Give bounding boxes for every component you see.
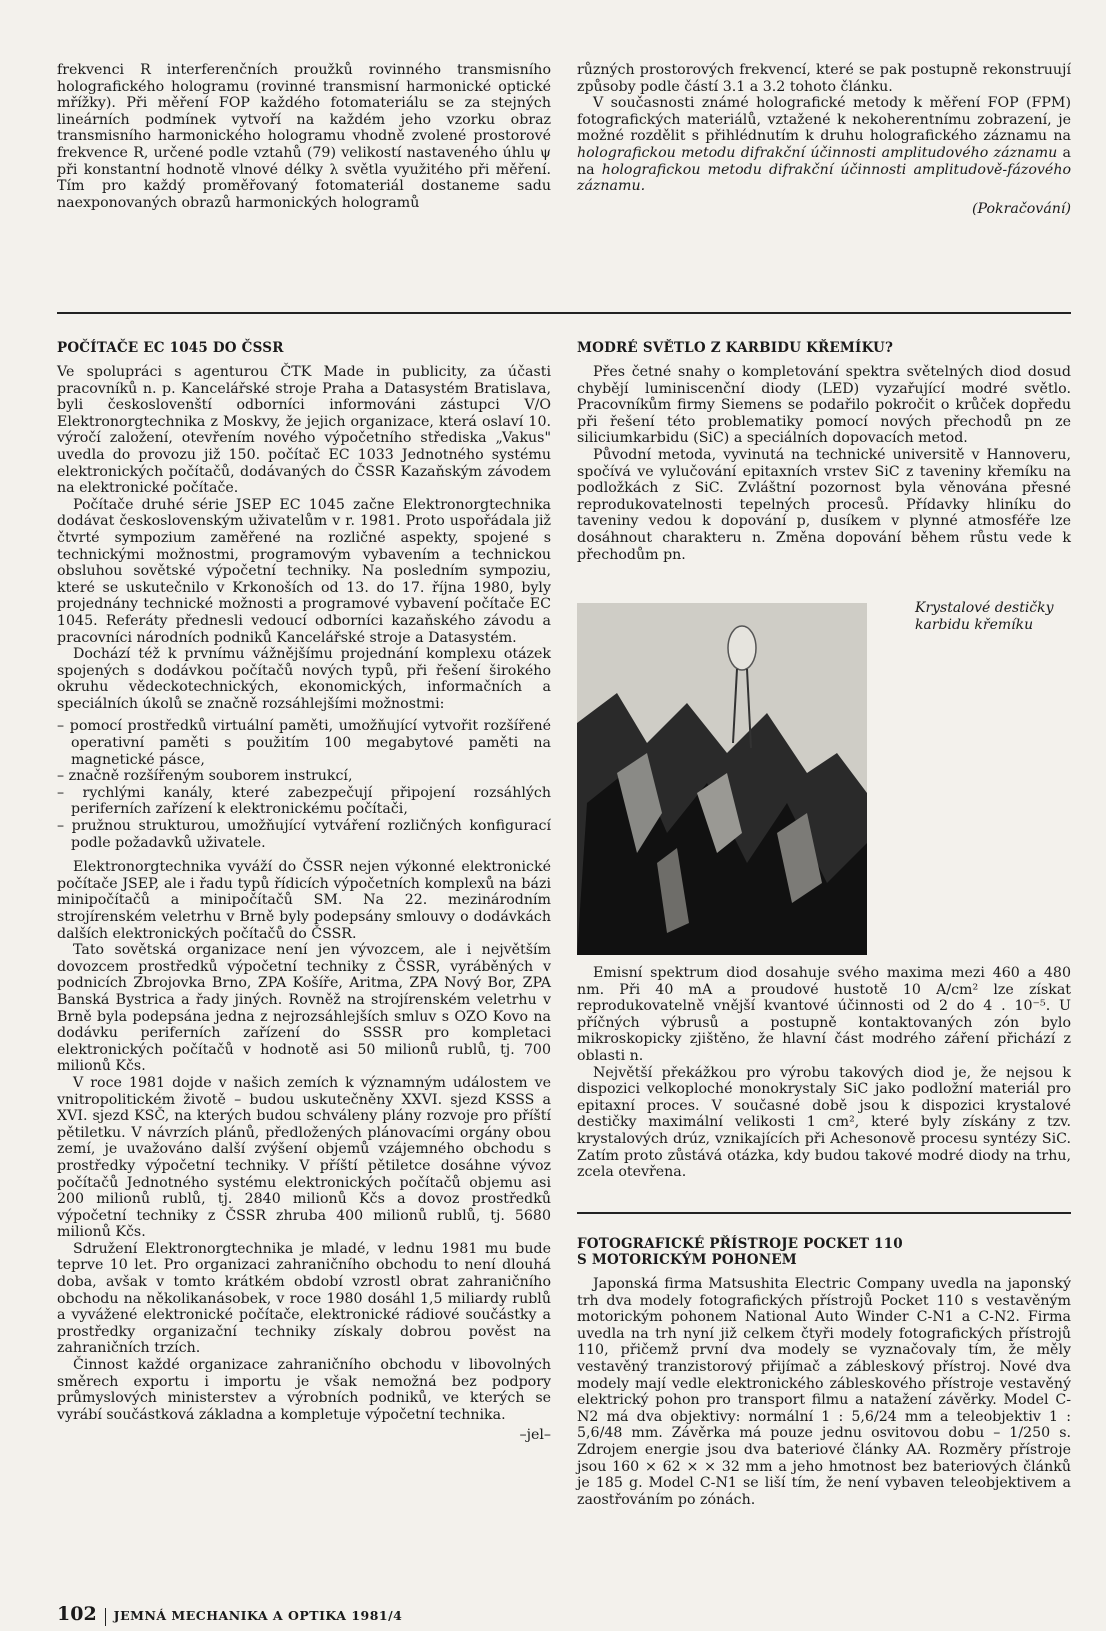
footer-divider — [105, 1608, 106, 1626]
top-right-column — [577, 62, 1071, 217]
top-right-paragraph-2: V současnosti známé holografické metody k měření FOP (FPM) fotografických materiálů, vztažené k nekoherentnímu zobrazení, je možné rozdělit s přihlédnutím k druhu holografického záznamu na holografickou metodu difrakční účinnosti amplitudového záznamu a na holografickou metodu difrakční účinnosti amplitudově-fázového záznamu. — [577, 95, 1071, 195]
author-signature: –jel– — [519, 1427, 551, 1444]
paragraph: Dochází též k prvnímu vážnějšímu projednání komplexu otázek spojených s dodávkou počítačů nových typů, při řešení širokého okruhu vědeckotechnických, ekonomických, informačních a speciálních úkolů se značně rozsáhlejšími možnostmi: — [57, 646, 551, 712]
crystal-image — [577, 603, 867, 955]
list-item: – značně rozšířeným souborem instrukcí, — [57, 768, 551, 785]
paragraph: Činnost každé organizace zahraničního obchodu v libovolných směrech exportu i importu je však nemožná bez podpory průmyslových ministerstev a výrobních podniků, ve kterých se vyrábí součástková základna a kompletuje výpočetní technika. — [57, 1357, 551, 1423]
article-blue-light-cont — [577, 965, 1071, 1181]
article-title: POČÍTAČE EC 1045 DO ČSSR — [57, 340, 284, 356]
paragraph: Přes četné snahy o kompletování spektra světelných diod dosud chybějí luminiscenční diody (LED) vyzařující modré světlo. Pracovníkům firmy Siemens se podařilo pokročit o krůček dopředu při řešení této problematiky pomocí nových přechodů pn ze siliciumkarbidu (SiC) a speciálních dopovacích metod. — [577, 364, 1071, 447]
top-right-paragraph-1: různých prostorových frekvencí, které se pak postupně rekonstruují způsoby podle částí 3.1 a 3.2 tohoto článku. — [577, 62, 1071, 95]
list-item: – rychlými kanály, které zabezpečují připojení rozsáhlých periferních zařízení k elektronickému počítači, — [57, 785, 551, 818]
journal-title: JEMNÁ MECHANIKA A OPTIKA 1981/4 — [113, 1608, 403, 1623]
paragraph: Počítače druhé série JSEP EC 1045 začne Elektronorgtechnika dodávat československým uživatelům v r. 1981. Proto uspořádala již čtvrté sympozium zaměřené na rozličné aspekty, spojené s technickými možnostmi, programovým vybavením a technickou obsluhou sovětské výpočetní techniky. Na posledním sympoziu, které se uskutečnilo v Krkonoších od 13. do 17. října 1980, byly projednány technické možnosti a programové vybavení počítače EC 1045. Referáty přednesli vedoucí odborníci kazaňského závodu a pracovníci národních podniků Kancelářské stroje a Datasystém. — [57, 496, 551, 646]
top-left-column — [57, 62, 551, 211]
paragraph: Japonská firma Matsushita Electric Company uvedla na japonský trh dva modely fotografických přístrojů Pocket 110 s vestavěným motorickým pohonem National Auto Winder C-N1 a C-N2. Firma uvedla na trh nyní již celkem čtyři modely fotografických přístrojů 110, přičemž první dva modely se vyznačovaly tím, že měly vestavěný tranzistorový přijímač a zábleskový přístroj. Nové dva modely mají vedle elektronického zábleskového přístroje vestavěný elektrický pohon pro transport filmu a natažení závěrky. Model C-N2 má dva objektivy: normální 1 : 5,6/24 mm a teleobjektiv 1 : 5,6/48 mm. Závěrka má pouze jednu osvitovou dobu – 1/250 s. Zdrojem energie jsou dva bateriové články AA. Rozměry přístroje jsou 160 × 62 × × 32 mm a jeho hmotnost bez bateriových článků je 185 g. Model C-N1 se liší tím, že není vybaven teleobjektivem a zaostřováním po zónách. — [577, 1276, 1071, 1508]
article-pocket-camera — [577, 1236, 1071, 1508]
list-item: – pomocí prostředků virtuální paměti, umožňující vytvořit rozšířené operativní paměti s použitím 100 megabytové paměti na magnetické pásce, — [57, 718, 551, 768]
list-item: – pružnou strukturou, umožňující vytváření rozličných konfigurací podle požadavků uživatele. — [57, 818, 551, 851]
paragraph: Tato sovětská organizace není jen vývozcem, ale i největším dovozcem prostředků výpočetní techniky z ČSSR, vyráběných v podnicích Zbrojovka Brno, ZPA Košíře, Aritma, ZPA Nový Bor, ZPA Banská Bystrica a řady jiných. Rovněž na strojírenském veletrhu v Brně byla podepsána jedna z nejrozsáhlejších smluv s OZO Kovo na dodávku periferních zařízení do SSSR pro kompletaci elektronických počítačů v hodnotě asi 50 milionů rublů, tj. 700 milionů Kčs. — [57, 942, 551, 1075]
page-number: 102 — [57, 1603, 97, 1625]
paragraph: Emisní spektrum diod dosahuje svého maxima mezi 460 a 480 nm. Při 40 mA a proudové hustotě 10 A/cm² lze získat reprodukovatelně vnější kvantové účinnosti od 2 do 4 . 10⁻⁵. U příčných výbrusů a postupně kontaktovaných zón bylo mikroskopicky zjištěno, že hlavní část modrého záření přichází z oblasti n. — [577, 965, 1071, 1064]
paragraph: Elektronorgtechnika vyváží do ČSSR nejen výkonné elektronické počítače JSEP, ale i řadu typů řídicích výpočetních komplexů na bázi minipočítačů a minipočítačů SM. Na 22. mezinárodním strojírenském veletrhu v Brně byly podepsány smlouvy o dodávkách dalších elektronických počítačů do ČSSR. — [57, 859, 551, 942]
paragraph: Ve spolupráci s agenturou ČTK Made in publicity, za účasti pracovníků n. p. Kancelářské stroje Praha a Datasystém Bratislava, byli českoslovenští odborníci informováni zástupci V/O Elektronorgtechnika z Moskvy, že jejich organizace, která oslaví 10. výročí založení, otevřením nového výpočetního střediska „Vakus" uvedla do provozu již 150. počítač EC 1033 Jednotného systému elektronických počítačů, dodávaných do ČSSR Kazaňským závodem na elektronické počítače. — [57, 364, 551, 497]
paragraph: Původní metoda, vyvinutá na technické universitě v Hannoveru, spočívá ve vylučování epitaxních vrstev SiC z taveniny křemíku na podložkách z SiC. Zvláštní pozornost byla věnována přesné reprodukovatelnosti tepelných procesů. Přídavky hliníku do taveniny vedou k dopování p, dusíkem v plynné atmosféře lze dosáhnout charakteru n. Změna dopování během růstu vede k přechodům pn. — [577, 446, 1071, 563]
paragraph: V roce 1981 dojde v našich zemích k významným událostem ve vnitropolitickém životě – budou uskutečněny XXVI. sjezd KSSS a XVI. sjezd KSČ, na kterých budou schváleny plány rozvoje pro příští pětiletku. V návrzích plánů, předložených plánovacími orgány obou zemí, je uvažováno další zvýšení objemů vzájemného obchodu s prostředky výpočetní techniky. V příští pětiletce dosáhne vývoz počítačů Jednotného systému elektronických počítačů objemu asi 200 milionů rublů, tj. 2840 milionů Kčs a dovoz prostředků výpočetní techniky z ČSSR zhruba 400 milionů rublů, tj. 5680 milionů Kčs. — [57, 1074, 551, 1241]
top-left-paragraph: frekvenci R interferenčních proužků rovinného transmisního holografického hologramu (rovinné transmisní harmonické optické mřížky). Při měření FOP každého fotomateriálu se za stejných lineárních podmínek vytvoří na každém jeho vzorku obraz transmisního harmonického hologramu vhodně zvolené prostorové frekvence R, určené podle vztahů (79) velikostí nastaveného úhlu ψ při konstantní hodnotě vlnové délky λ světla využitého při měření. Tím pro každý proměřovaný fotomateriál dostaneme sadu naexponovaných obrazů harmonických hologramů — [57, 62, 551, 211]
paragraph: Největší překážkou pro výrobu takových diod je, že nejsou k dispozici velkoploché monokrystaly SiC jako podložní materiál pro epitaxní proces. V současné době jsou k dispozici krystalové destičky maximální velikosti 1 cm², které byly získány z tzv. krystalových drúz, vznikajících při Achesonově procesu syntézy SiC. Zatím proto zůstává otázka, kdy budou takové modré diody na trhu, zcela otevřena. — [577, 1064, 1071, 1181]
article-title: MODRÉ SVĚTLO Z KARBIDU KŘEMÍKU? — [577, 340, 894, 356]
article-title: FOTOGRAFICKÉ PŘÍSTROJE POCKET 110 S MOTORICKÝM POHONEM — [577, 1236, 903, 1268]
page-footer — [57, 1603, 402, 1626]
feature-list — [57, 718, 551, 851]
article-blue-light — [577, 340, 1071, 563]
article-computers — [57, 340, 551, 1444]
article-divider — [577, 1212, 1071, 1214]
paragraph: Sdružení Elektronorgtechnika je mladé, v lednu 1981 mu bude teprve 10 let. Pro organizaci zahraničního obchodu to není dlouhá doba, avšak v tomto krátkém období vzrostl obrat zahraničního obchodu na několikanásobek, v roce 1980 dosáhl 1,5 miliardy rublů a vyvážené elektronické počítače, elektronické rádiové součástky a prostředky organizační techniky získaly dobrou pověst na zahraničních trzích. — [57, 1240, 551, 1357]
photo-caption: Krystalové destičky karbidu křemíku — [915, 600, 1054, 633]
section-divider — [57, 312, 1071, 314]
crystal-photo — [577, 603, 867, 955]
continued-note: (Pokračování) — [971, 200, 1071, 217]
